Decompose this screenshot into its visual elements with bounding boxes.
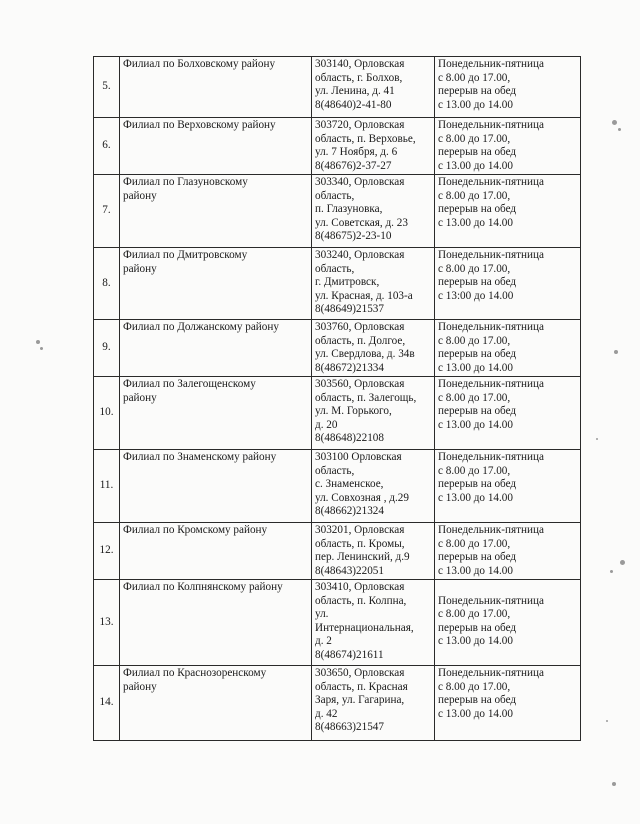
- branch-address-cell: [312, 175, 435, 248]
- address-line: область, п. Долгое,: [315, 334, 406, 347]
- address-line: область, п. Залегощь,: [315, 391, 417, 404]
- table-row: [94, 248, 581, 320]
- working-hours-cell: [435, 57, 581, 118]
- hours-line: с 8.00 до 17.00,: [438, 262, 511, 275]
- address-line: 8(48662)21324: [315, 505, 384, 518]
- working-hours-cell: [435, 175, 581, 248]
- address-line: 8(48640)2-41-80: [315, 98, 392, 111]
- branch-name-line: Филиал по Дмитровскому: [123, 249, 248, 261]
- address-line: ул. М. Горького,: [315, 405, 392, 418]
- hours-line: с 13:00 до 14.00: [438, 289, 514, 302]
- address-line: 303560, Орловская: [315, 378, 405, 390]
- branch-address-cell: [312, 320, 435, 377]
- address-line: 303140, Орловская: [315, 58, 405, 70]
- address-line: ул. Красная, д. 103-а: [315, 289, 413, 302]
- branch-address-cell: [312, 118, 435, 175]
- address-line: 8(48672)21334: [315, 361, 384, 374]
- hours-line: с 13.00 до 14.00: [438, 216, 513, 229]
- branch-name-line: Филиал по Кромскому району: [123, 524, 268, 536]
- hours-line: Понедельник-пятница: [438, 524, 544, 536]
- table-row: [94, 175, 581, 248]
- address-line: область, п. Красная: [315, 680, 408, 693]
- working-hours-cell: [435, 580, 581, 666]
- hours-line: с 8.00 до 17.00,: [438, 464, 511, 477]
- hours-line: с 8.00 до 17.00,: [438, 189, 511, 202]
- address-line: 8(48643)22051: [315, 564, 384, 577]
- branch-name-line: Филиал по Верховскому району: [123, 119, 276, 131]
- table-row: [94, 666, 581, 741]
- branch-name-cell: [120, 175, 312, 248]
- address-line: область, п. Колпна,: [315, 594, 407, 607]
- branch-name-line: Филиал по Глазуновскому: [123, 176, 248, 188]
- address-line: ул. Свердлова, д. 34в: [315, 348, 415, 361]
- working-hours-cell: [435, 320, 581, 377]
- hours-line: Понедельник-пятница: [438, 378, 544, 390]
- branch-address-cell: [312, 57, 435, 118]
- address-line: область,: [315, 189, 355, 202]
- working-hours-cell: [435, 377, 581, 450]
- address-line: 303760, Орловская: [315, 321, 405, 333]
- branch-name-line: району: [123, 189, 157, 202]
- hours-line: перерыв на обед: [438, 276, 517, 289]
- address-line: п. Глазуновка,: [315, 203, 383, 216]
- address-line: д. 20: [315, 418, 338, 431]
- branch-name-line: Филиал по Краснозоренскому: [123, 667, 267, 679]
- working-hours-cell: [435, 666, 581, 741]
- address-line: область, п. Верховье,: [315, 132, 416, 145]
- hours-line: Понедельник-пятница: [438, 119, 544, 131]
- branch-table-body: [94, 57, 581, 741]
- row-number: 13.: [94, 580, 120, 666]
- table-row: [94, 523, 581, 580]
- row-number: 9.: [94, 320, 120, 377]
- working-hours-cell: [435, 450, 581, 523]
- hours-line: Понедельник-пятница: [438, 321, 544, 333]
- branch-name-cell: [120, 450, 312, 523]
- hours-line: Понедельник-пятница: [438, 594, 544, 607]
- branch-name-cell: [120, 118, 312, 175]
- hours-line: перерыв на обед: [438, 85, 517, 98]
- branch-address-cell: [312, 450, 435, 523]
- address-line: пер. Ленинский, д.9: [315, 551, 410, 564]
- branch-name-line: району: [123, 391, 157, 404]
- hours-line: Понедельник-пятница: [438, 249, 544, 261]
- branch-name-cell: [120, 320, 312, 377]
- hours-line: перерыв на обед: [438, 146, 517, 159]
- branch-table: [93, 56, 581, 741]
- address-line: 303650, Орловская: [315, 667, 405, 679]
- address-line: область,: [315, 262, 355, 275]
- branch-address-cell: [312, 523, 435, 580]
- address-line: 303100 Орловская: [315, 451, 402, 463]
- branch-address-cell: [312, 248, 435, 320]
- branch-name-cell: [120, 580, 312, 666]
- address-line: область, п. Кромы,: [315, 537, 405, 550]
- hours-line: Понедельник-пятница: [438, 667, 544, 679]
- address-line: с. Знаменское,: [315, 478, 384, 491]
- hours-line: перерыв на обед: [438, 405, 517, 418]
- branch-name-cell: [120, 57, 312, 118]
- hours-line: перерыв на обед: [438, 621, 517, 634]
- hours-line: перерыв на обед: [438, 478, 517, 491]
- hours-line: перерыв на обед: [438, 203, 517, 216]
- table-row: [94, 580, 581, 666]
- row-number: 7.: [94, 175, 120, 248]
- hours-line: Понедельник-пятница: [438, 451, 544, 463]
- hours-line: с 13.00 до 14.00: [438, 98, 513, 111]
- address-line: 303410, Орловская: [315, 581, 405, 593]
- address-line: д. 42: [315, 707, 338, 720]
- table-row: [94, 118, 581, 175]
- branch-address-cell: [312, 580, 435, 666]
- branch-address-cell: [312, 377, 435, 450]
- hours-line: с 8.00 до 17.00,: [438, 537, 511, 550]
- branch-name-cell: [120, 248, 312, 320]
- branch-name-line: Филиал по Должанскому району: [123, 321, 279, 333]
- row-number: 14.: [94, 666, 120, 741]
- branch-name-cell: [120, 523, 312, 580]
- hours-line: с 8.00 до 17.00,: [438, 391, 511, 404]
- table-row: [94, 320, 581, 377]
- branch-name-line: району: [123, 680, 157, 693]
- row-number: 8.: [94, 248, 120, 320]
- table-row: [94, 57, 581, 118]
- branch-name-cell: [120, 666, 312, 741]
- branch-name-line: Филиал по Залегощенскому: [123, 378, 256, 390]
- row-number: 5.: [94, 57, 120, 118]
- hours-line: перерыв на обед: [438, 694, 517, 707]
- hours-line: с 8.00 до 17.00,: [438, 132, 511, 145]
- address-line: ул. Ленина, д. 41: [315, 85, 395, 98]
- hours-line: [438, 581, 577, 595]
- branch-address-cell: [312, 666, 435, 741]
- table-row: [94, 450, 581, 523]
- hours-line: с 13.00 до 14.00: [438, 491, 513, 504]
- row-number: 11.: [94, 450, 120, 523]
- address-line: ул. 7 Ноября, д. 6: [315, 146, 398, 159]
- hours-line: с 13.00 до 14.00: [438, 564, 513, 577]
- branch-name-line: Филиал по Знаменскому району: [123, 451, 277, 463]
- row-number: 12.: [94, 523, 120, 580]
- address-line: 8(48648)22108: [315, 432, 384, 445]
- address-line: ул. Совхозная , д.29: [315, 491, 409, 504]
- hours-line: с 8.00 до 17.00,: [438, 71, 511, 84]
- address-line: д. 2: [315, 635, 332, 648]
- hours-line: с 8.00 до 17.00,: [438, 608, 511, 621]
- address-line: 8(48675)2-23-10: [315, 230, 392, 243]
- row-number: 10.: [94, 377, 120, 450]
- hours-line: с 8.00 до 17.00,: [438, 680, 511, 693]
- address-line: ул.: [315, 608, 329, 621]
- hours-line: с 13.00 до 14.00: [438, 707, 513, 720]
- address-line: Заря, ул. Гагарина,: [315, 694, 405, 707]
- hours-line: Понедельник-пятница: [438, 176, 544, 188]
- branch-name-line: Филиал по Болховскому району: [123, 58, 276, 70]
- row-number: 6.: [94, 118, 120, 175]
- hours-line: с 13.00 до 14.00: [438, 635, 513, 648]
- branch-name-cell: [120, 377, 312, 450]
- hours-line: с 8.00 до 17.00,: [438, 334, 511, 347]
- hours-line: с 13.00 до 14.00: [438, 159, 513, 172]
- address-line: 8(48674)21611: [315, 648, 384, 661]
- address-line: 303201, Орловская: [315, 524, 405, 536]
- branch-name-line: району: [123, 262, 157, 275]
- working-hours-cell: [435, 118, 581, 175]
- hours-line: Понедельник-пятница: [438, 58, 544, 70]
- address-line: 303240, Орловская: [315, 249, 405, 261]
- hours-line: с 13.00 до 14.00: [438, 361, 513, 374]
- address-line: Интернациональная,: [315, 621, 414, 634]
- address-line: г. Дмитровск,: [315, 276, 380, 289]
- address-line: 303720, Орловская: [315, 119, 405, 131]
- address-line: 8(48663)21547: [315, 721, 384, 734]
- branch-name-line: Филиал по Колпнянскому району: [123, 581, 283, 593]
- table-row: [94, 377, 581, 450]
- hours-line: перерыв на обед: [438, 551, 517, 564]
- address-line: 8(48649)21537: [315, 303, 384, 316]
- address-line: 8(48676)2-37-27: [315, 159, 392, 172]
- working-hours-cell: [435, 523, 581, 580]
- hours-line: с 13.00 до 14.00: [438, 418, 513, 431]
- address-line: ул. Советская, д. 23: [315, 216, 408, 229]
- working-hours-cell: [435, 248, 581, 320]
- address-line: 303340, Орловская: [315, 176, 405, 188]
- address-line: область,: [315, 464, 355, 477]
- hours-line: перерыв на обед: [438, 348, 517, 361]
- address-line: область, г. Болхов,: [315, 71, 403, 84]
